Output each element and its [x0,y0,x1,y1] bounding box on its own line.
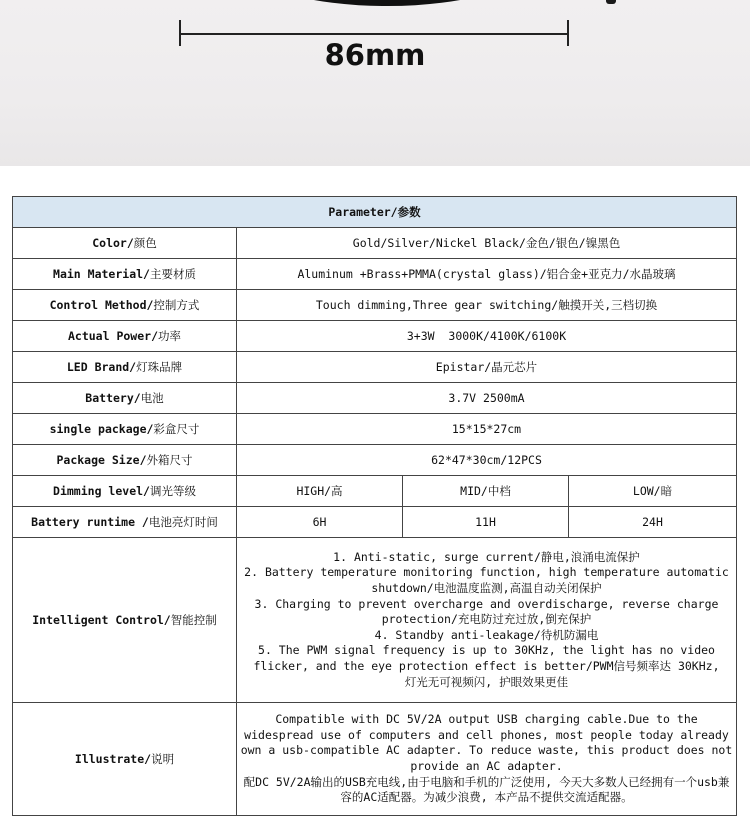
table-row [13,321,737,352]
dimming-low: LOW/暗 [569,476,737,507]
dimension-line [180,33,569,35]
list-item: 3. Charging to prevent overcharge and overdischarge, reverse charge [254,596,719,611]
table-row-illustrate [13,703,737,816]
row-label: Main Material/主要材质 [13,259,237,290]
lamp-detail [606,0,616,4]
row-label: Intelligent Control/智能控制 [13,538,237,703]
row-label: Battery/电池 [13,383,237,414]
list-item: 5. The PWM signal frequency is up to 30KHz, the light has no video [258,643,715,658]
table-row [13,445,737,476]
row-label: Color/颜色 [13,228,237,259]
runtime-mid: 11H [403,507,569,538]
table-header-row [13,197,737,228]
row-label: LED Brand/灯珠品牌 [13,352,237,383]
illustrate-chinese: 配DC 5V/2A输出的USB充电线,由于电脑和手机的广泛使用, 今天大多数人已经拥有一个usb兼容的AC适配器。为减少浪费, 本产品不提供交流适配器。 [243,774,730,805]
row-label: Package Size/外箱尺寸 [13,445,237,476]
lamp-shade [246,0,528,6]
list-item: protection/充电防过充过放,倒充保护 [381,612,592,627]
table-row [13,414,737,445]
row-value: Epistar/晶元芯片 [237,352,737,383]
dimension-label: 86mm [324,38,426,72]
row-label: Illustrate/说明 [13,703,237,816]
row-label: Actual Power/功率 [13,321,237,352]
row-label: Control Method/控制方式 [13,290,237,321]
row-value: Aluminum +Brass+PMMA(crystal glass)/铝合金+亚克力/水晶玻璃 [237,259,737,290]
table-row [13,228,737,259]
parameter-table [12,196,737,816]
list-item: 灯光无可视频闪, 护眼效果更佳 [404,674,569,689]
table-title: Parameter/参数 [13,197,737,228]
row-value: 3.7V 2500mA [237,383,737,414]
table-row [13,352,737,383]
dimming-high: HIGH/高 [237,476,403,507]
dimming-mid: MID/中档 [403,476,569,507]
illustrate-text [237,703,737,816]
list-item: flicker, and the eye protection effect is better/PWM信号频率达 30KHz, [253,658,720,673]
row-label: single package/彩盒尺寸 [13,414,237,445]
row-value: Touch dimming,Three gear switching/触摸开关,三档切换 [237,290,737,321]
runtime-low: 24H [569,507,737,538]
table-row-dimming [13,476,737,507]
list-item: 1. Anti-static, surge current/静电,浪涌电流保护 [333,549,640,564]
table-row-runtime [13,507,737,538]
list-item: shutdown/电池温度监测,高温自动关闭保护 [371,581,602,596]
runtime-high: 6H [237,507,403,538]
row-label: Battery runtime /电池亮灯时间 [13,507,237,538]
intelligent-control-list [237,538,737,703]
table-row [13,259,737,290]
row-value: 62*47*30cm/12PCS [237,445,737,476]
table-row-intelligent-control [13,538,737,703]
list-item: 2. Battery temperature monitoring function, high temperature automatic [244,565,729,580]
product-photo [0,0,750,166]
table-row [13,383,737,414]
list-item: 4. Standby anti-leakage/待机防漏电 [374,627,599,642]
row-value: 3+3W 3000K/4100K/6100K [237,321,737,352]
row-value: Gold/Silver/Nickel Black/金色/银色/镍黑色 [237,228,737,259]
table-row [13,290,737,321]
illustrate-english: Compatible with DC 5V/2A output USB charging cable.Due to the widespread use of computers and cell phones, most people today already own a usb-compatible AC adapter. To reduce waste, this product does not provide an AC adapter. [240,712,733,773]
dimension-tick-right [567,20,569,46]
row-label: Dimming level/调光等级 [13,476,237,507]
row-value: 15*15*27cm [237,414,737,445]
